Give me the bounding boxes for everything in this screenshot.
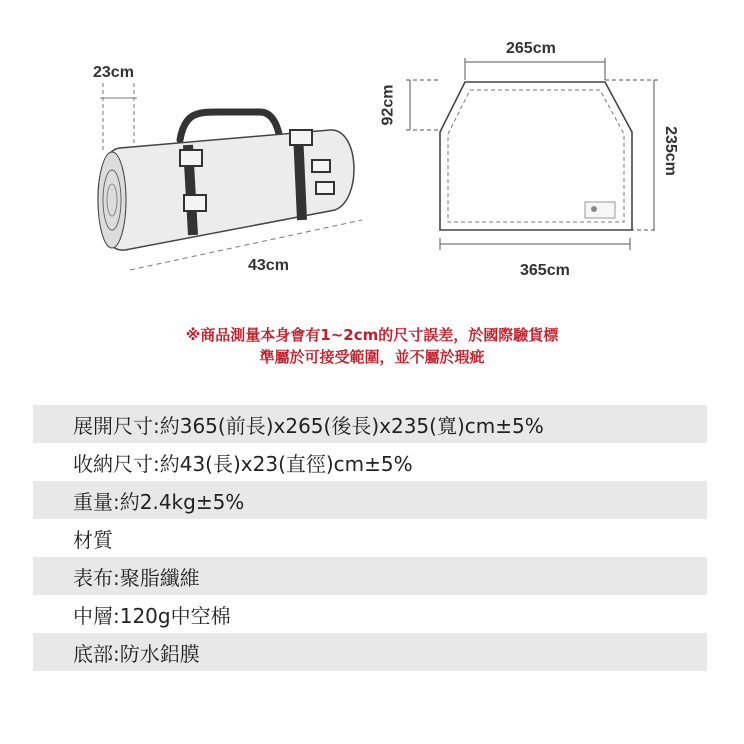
mat-back-length-label: 265cm [506, 40, 556, 57]
spec-row: 表布:聚脂纖維 [33, 557, 707, 595]
spec-list [33, 405, 707, 671]
measurement-note-line1: ※商品測量本身會有1~2cm的尺寸誤差，於國際驗貨標 [185, 326, 559, 344]
spec-row: 中層:120g中空棉 [73, 603, 231, 628]
rolled-mat-illustration [98, 83, 362, 270]
bag-length-label: 43cm [248, 257, 289, 274]
mat-front-length-label: 365cm [520, 262, 570, 279]
flat-mat-illustration [406, 58, 658, 250]
product-dimension-diagram [0, 0, 744, 300]
measurement-note-line2: 準屬於可接受範圍，並不屬於瑕疵 [259, 348, 485, 366]
spec-row: 底部:防水鋁膜 [33, 633, 707, 671]
mat-width-label: 235cm [661, 126, 679, 176]
spec-row: 展開尺寸:約365(前長)x265(後長)x235(寬)cm±5% [33, 405, 707, 443]
bag-diameter-label: 23cm [93, 64, 134, 81]
spec-row: 重量:約2.4kg±5% [33, 481, 707, 519]
spec-row: 收納尺寸:約43(長)x23(直徑)cm±5% [73, 451, 413, 476]
mat-side-height-label: 92cm [379, 84, 397, 126]
spec-row: 材質 [73, 527, 113, 552]
